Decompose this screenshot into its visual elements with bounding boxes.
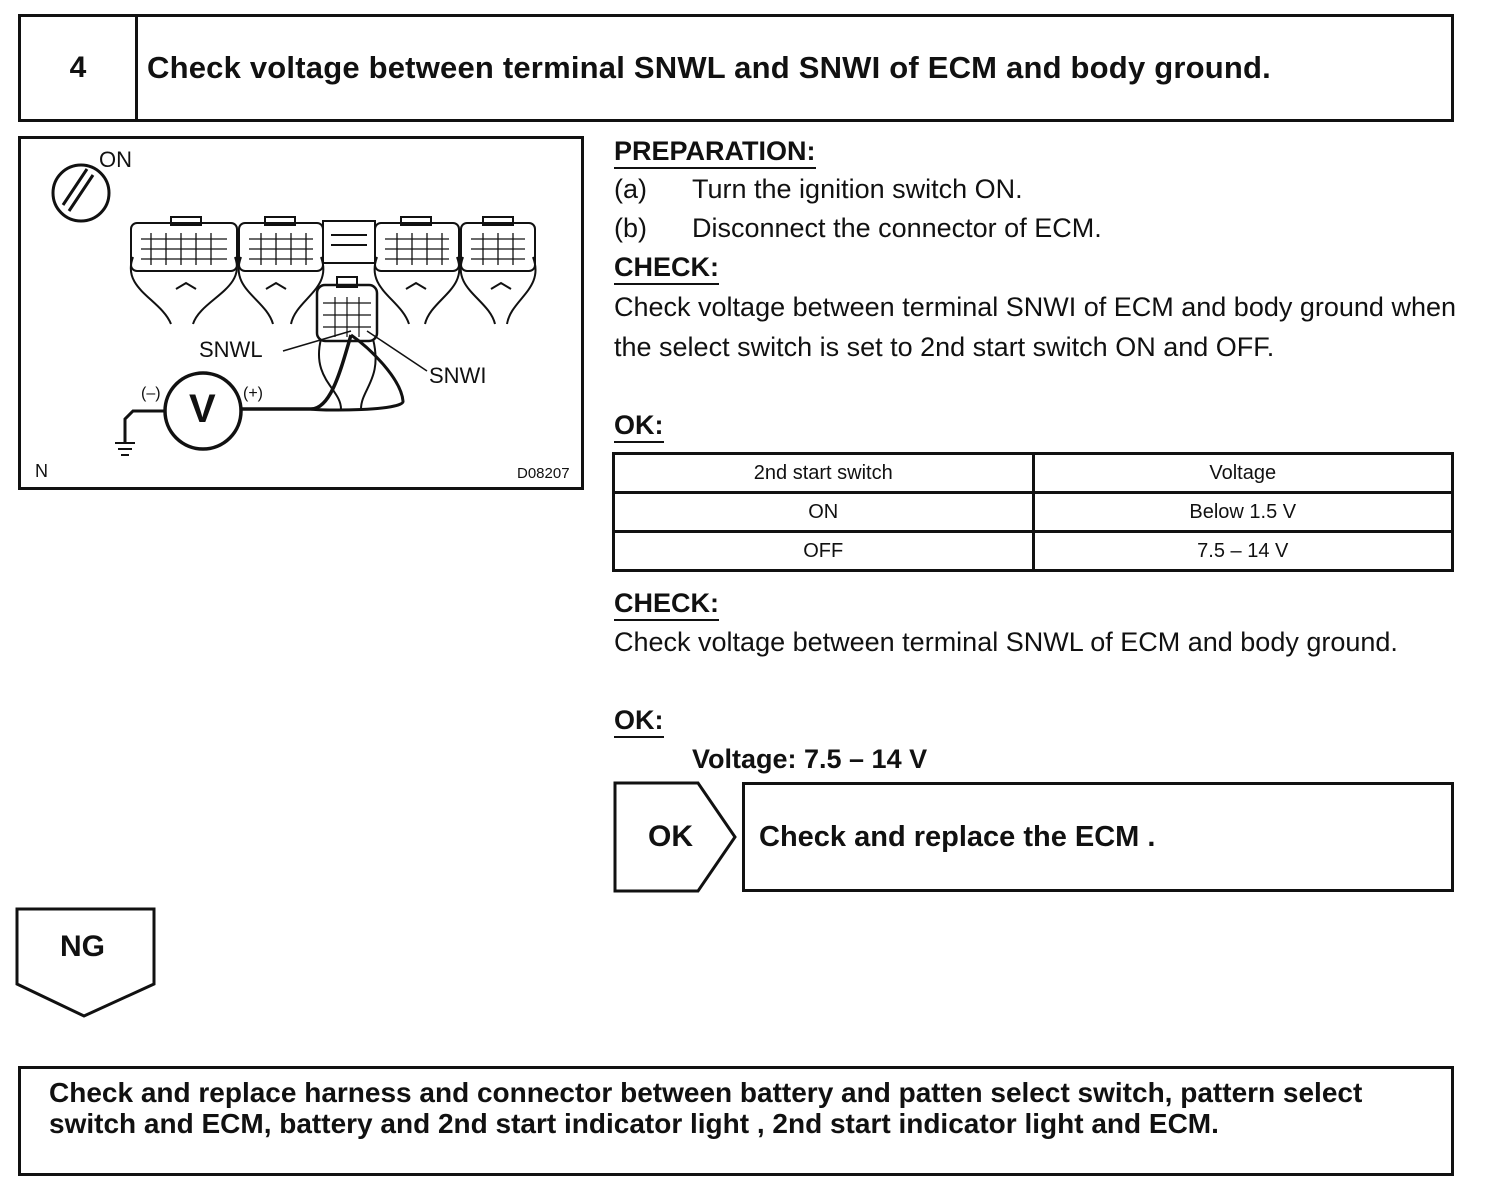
voltage-spec: Voltage: 7.5 – 14 V bbox=[692, 744, 928, 774]
ok-heading-2: OK: bbox=[614, 705, 664, 738]
check-heading-1: CHECK: bbox=[614, 252, 719, 285]
table-cell: ON bbox=[614, 493, 1034, 532]
prep-step-a-text: Turn the ignition switch ON. bbox=[692, 174, 1023, 204]
step-title: Check voltage between terminal SNWL and SNWI of ECM and body ground. bbox=[147, 50, 1271, 85]
ng-result-box bbox=[18, 1066, 1454, 1176]
voltage-spec-table bbox=[612, 452, 1454, 572]
ok-heading-1: OK: bbox=[614, 410, 664, 443]
ignition-on-label: ON bbox=[99, 147, 132, 172]
figure-code: D08207 bbox=[517, 465, 570, 482]
snwi-label: SNWI bbox=[429, 363, 487, 388]
table-row bbox=[614, 493, 1453, 532]
wiring-diagram bbox=[18, 136, 584, 490]
table-cell: OFF bbox=[614, 532, 1034, 571]
prep-step-b-marker: (b) bbox=[614, 213, 647, 243]
prep-step-b-text: Disconnect the connector of ECM. bbox=[692, 213, 1102, 243]
prep-step-a-marker: (a) bbox=[614, 174, 647, 204]
step-header bbox=[18, 14, 1454, 122]
check-heading-2: CHECK: bbox=[614, 588, 719, 621]
ok-result-text: Check and replace the ECM . bbox=[759, 820, 1156, 853]
table-header-row bbox=[614, 454, 1453, 493]
step-number: 4 bbox=[21, 17, 138, 119]
positive-probe-label: (+) bbox=[243, 385, 263, 402]
snwl-label: SNWL bbox=[199, 337, 263, 362]
table-header-cell: 2nd start switch bbox=[614, 454, 1034, 493]
table-row bbox=[614, 532, 1453, 571]
ok-tag-label: OK bbox=[648, 820, 693, 853]
ng-result-text: Check and replace harness and connector between battery and patten select switch, pattern select switch and ECM, battery and 2nd start indicator light , 2nd start indicator light and ECM. bbox=[49, 1077, 1363, 1139]
connector-illustration bbox=[21, 139, 581, 487]
ecm-connector-icon bbox=[131, 217, 535, 271]
ok-result-box bbox=[742, 782, 1454, 892]
table-cell: 7.5 – 14 V bbox=[1033, 532, 1453, 571]
voltmeter-symbol: V bbox=[189, 387, 216, 431]
corner-label: N bbox=[35, 461, 48, 481]
table-cell: Below 1.5 V bbox=[1033, 493, 1453, 532]
check-text-1: Check voltage between terminal SNWI of ECM and body ground when the select switch is set to 2nd start switch ON and OFF. bbox=[614, 292, 1456, 362]
preparation-heading: PREPARATION: bbox=[614, 136, 816, 169]
negative-probe-label: (–) bbox=[141, 385, 161, 402]
check-text-2: Check voltage between terminal SNWL of ECM and body ground. bbox=[614, 627, 1398, 657]
ng-tag-label: NG bbox=[60, 930, 105, 963]
table-header-cell: Voltage bbox=[1033, 454, 1453, 493]
